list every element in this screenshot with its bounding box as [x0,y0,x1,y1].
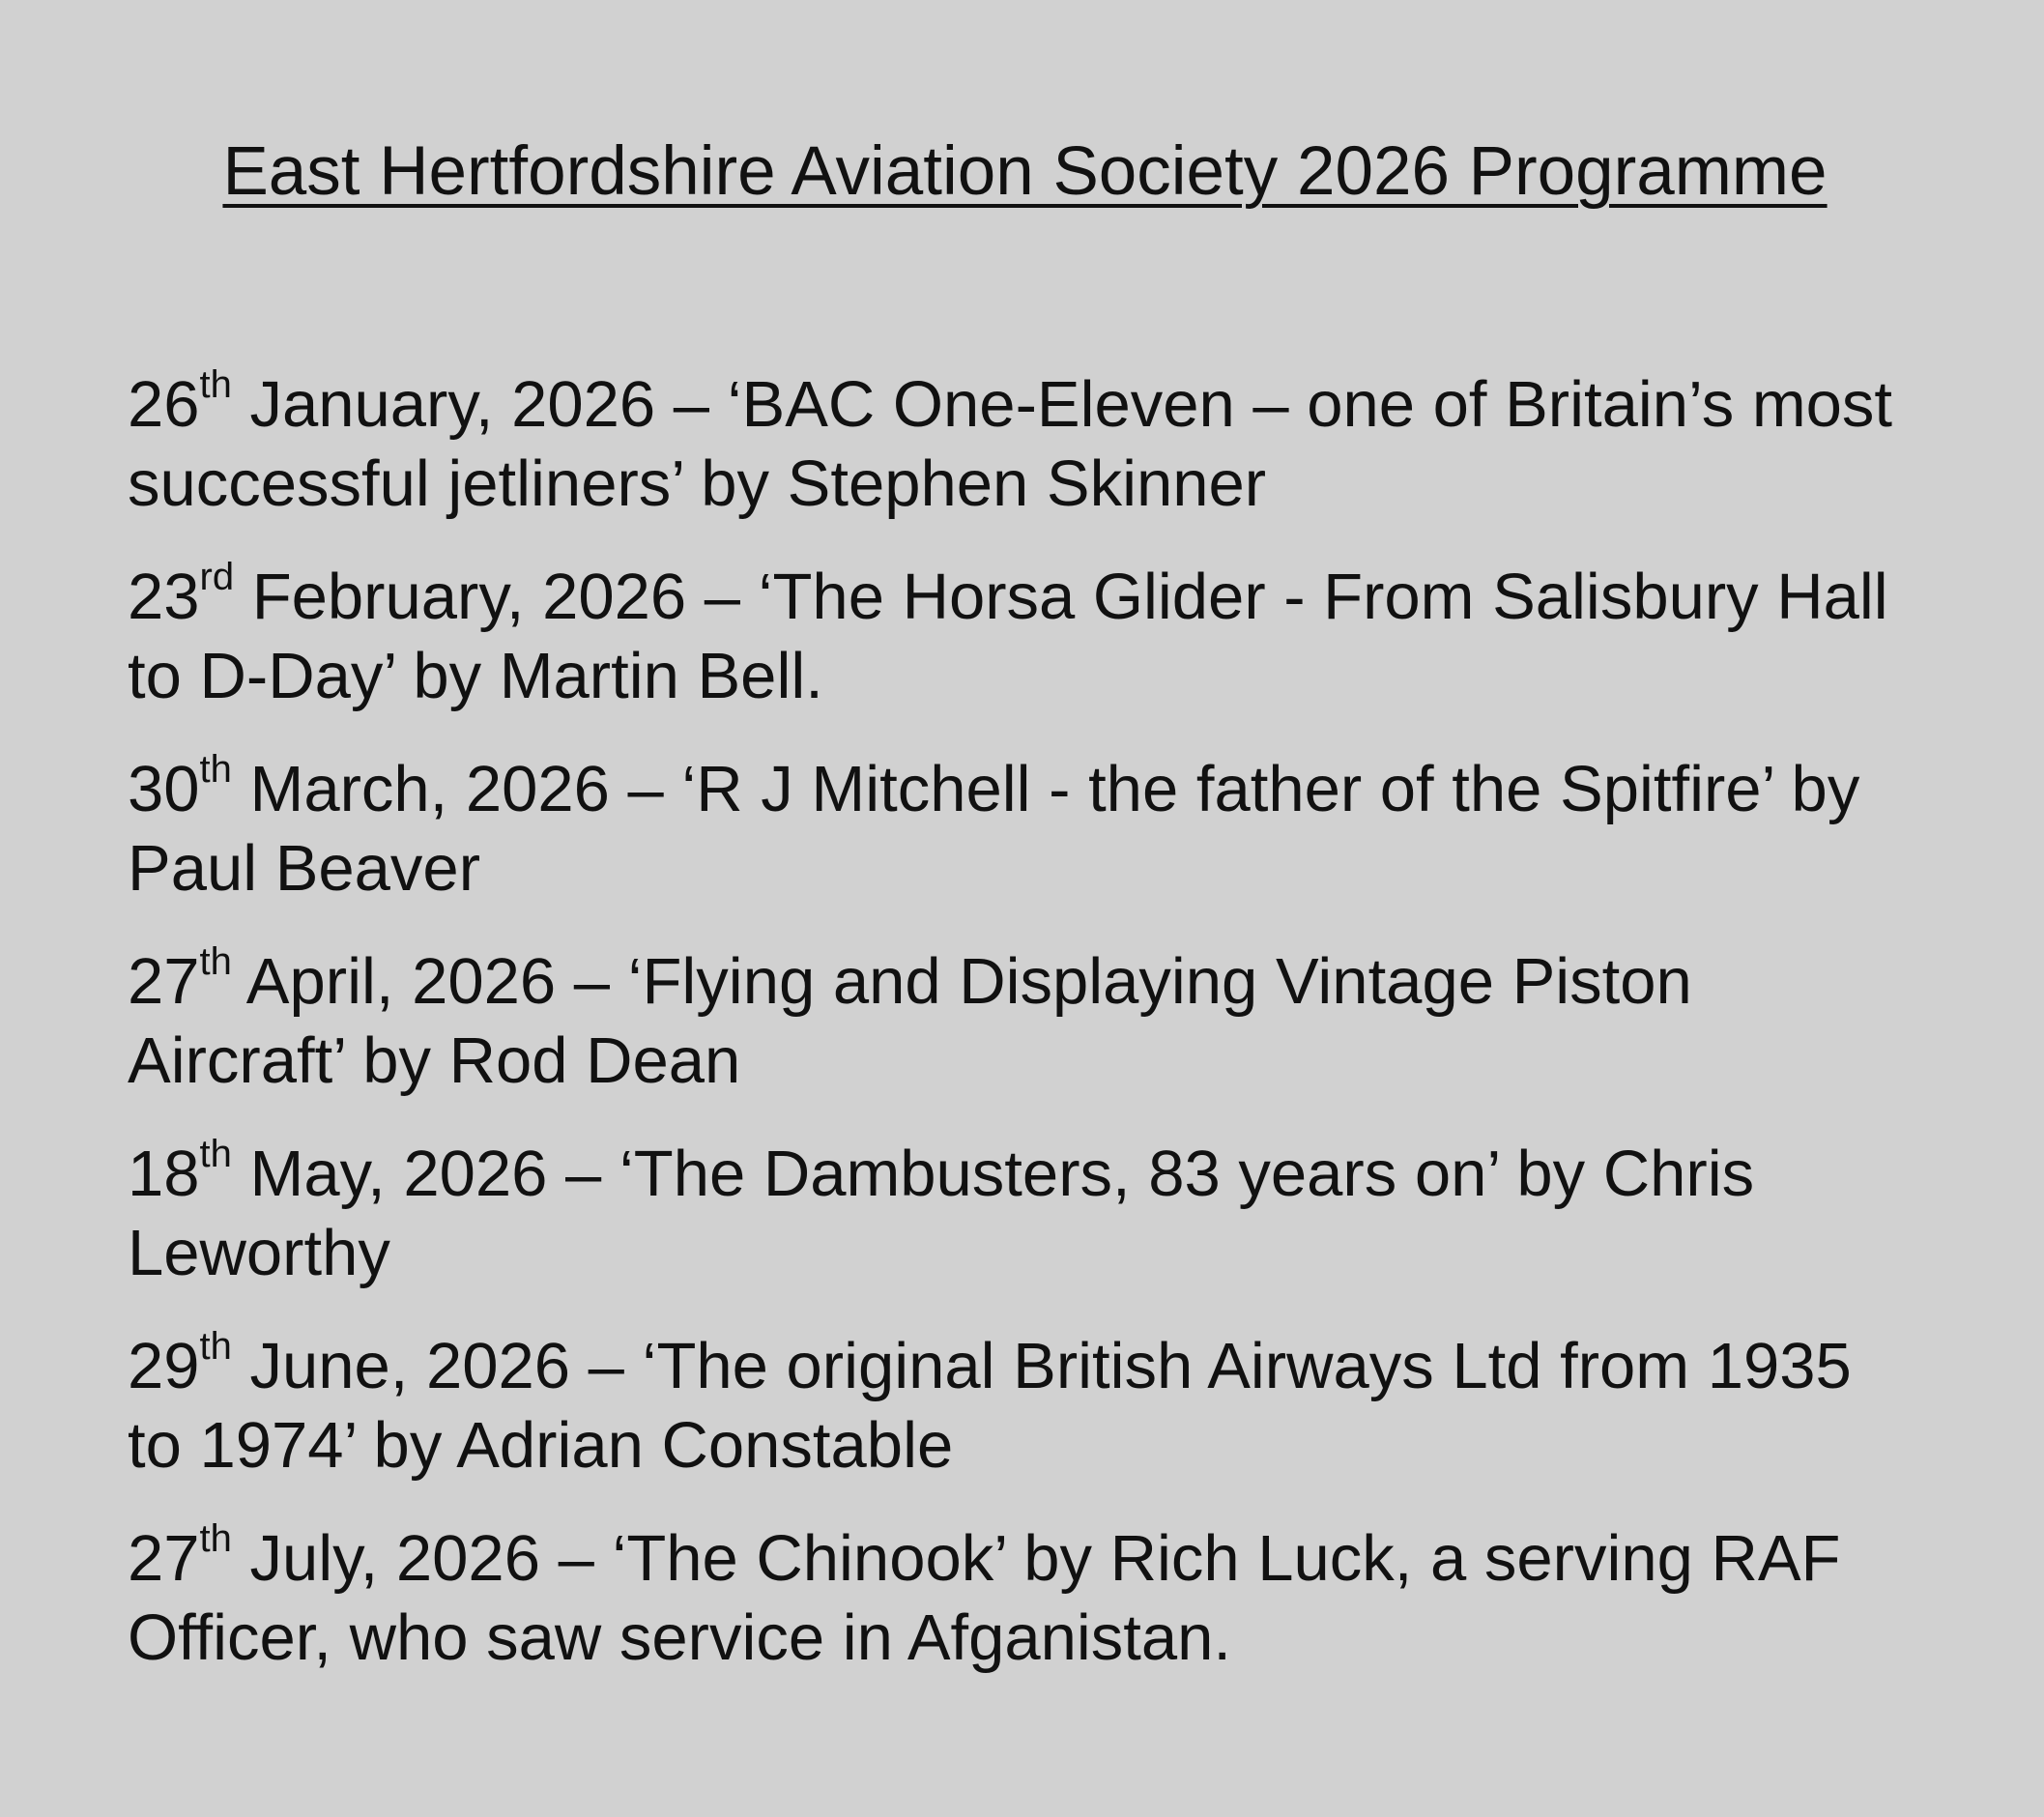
event-text: July, 2026 – ‘The Chinook’ by Rich Luck, a serving RAF Officer, who saw service in Afganistan. [128,1522,1841,1674]
event-day-suffix: th [199,1517,232,1560]
event-day: 27 [128,945,200,1018]
event-day: 26 [128,368,200,441]
event-day: 29 [128,1330,200,1402]
event-item [128,1519,1918,1678]
event-text: June, 2026 – ‘The original British Airways Ltd from 1935 to 1974’ by Adrian Constable [128,1330,1852,1482]
event-day-suffix: rd [199,556,235,598]
event-day-suffix: th [199,1133,232,1175]
event-day-suffix: th [199,748,232,791]
event-item [128,365,1918,524]
event-day-suffix: th [199,363,232,406]
event-day-suffix: th [199,1325,232,1368]
event-item [128,558,1918,716]
event-text: February, 2026 – ‘The Horsa Glider - From Salisbury Hall to D-Day’ by Martin Bell. [128,561,1888,712]
event-text: May, 2026 – ‘The Dambusters, 83 years on’ by Chris Leworthy [128,1138,1755,1289]
event-day: 30 [128,753,200,825]
event-text: January, 2026 – ‘BAC One-Eleven – one of Britain’s most successful jetliners’ by Stephen Skinner [128,368,1893,520]
event-item [128,1327,1918,1485]
event-day: 23 [128,561,200,633]
event-list [128,365,1918,1678]
event-day: 18 [128,1138,200,1210]
event-item [128,942,1918,1101]
event-text: March, 2026 – ‘R J Mitchell - the father of the Spitfire’ by Paul Beaver [128,753,1860,905]
event-text: April, 2026 – ‘Flying and Displaying Vintage Piston Aircraft’ by Rod Dean [128,945,1692,1097]
event-item [128,750,1918,908]
event-item [128,1135,1918,1293]
page-title: East Hertfordshire Aviation Society 2026 Programme [222,133,1828,210]
event-day: 27 [128,1522,200,1595]
event-day-suffix: th [199,940,232,983]
